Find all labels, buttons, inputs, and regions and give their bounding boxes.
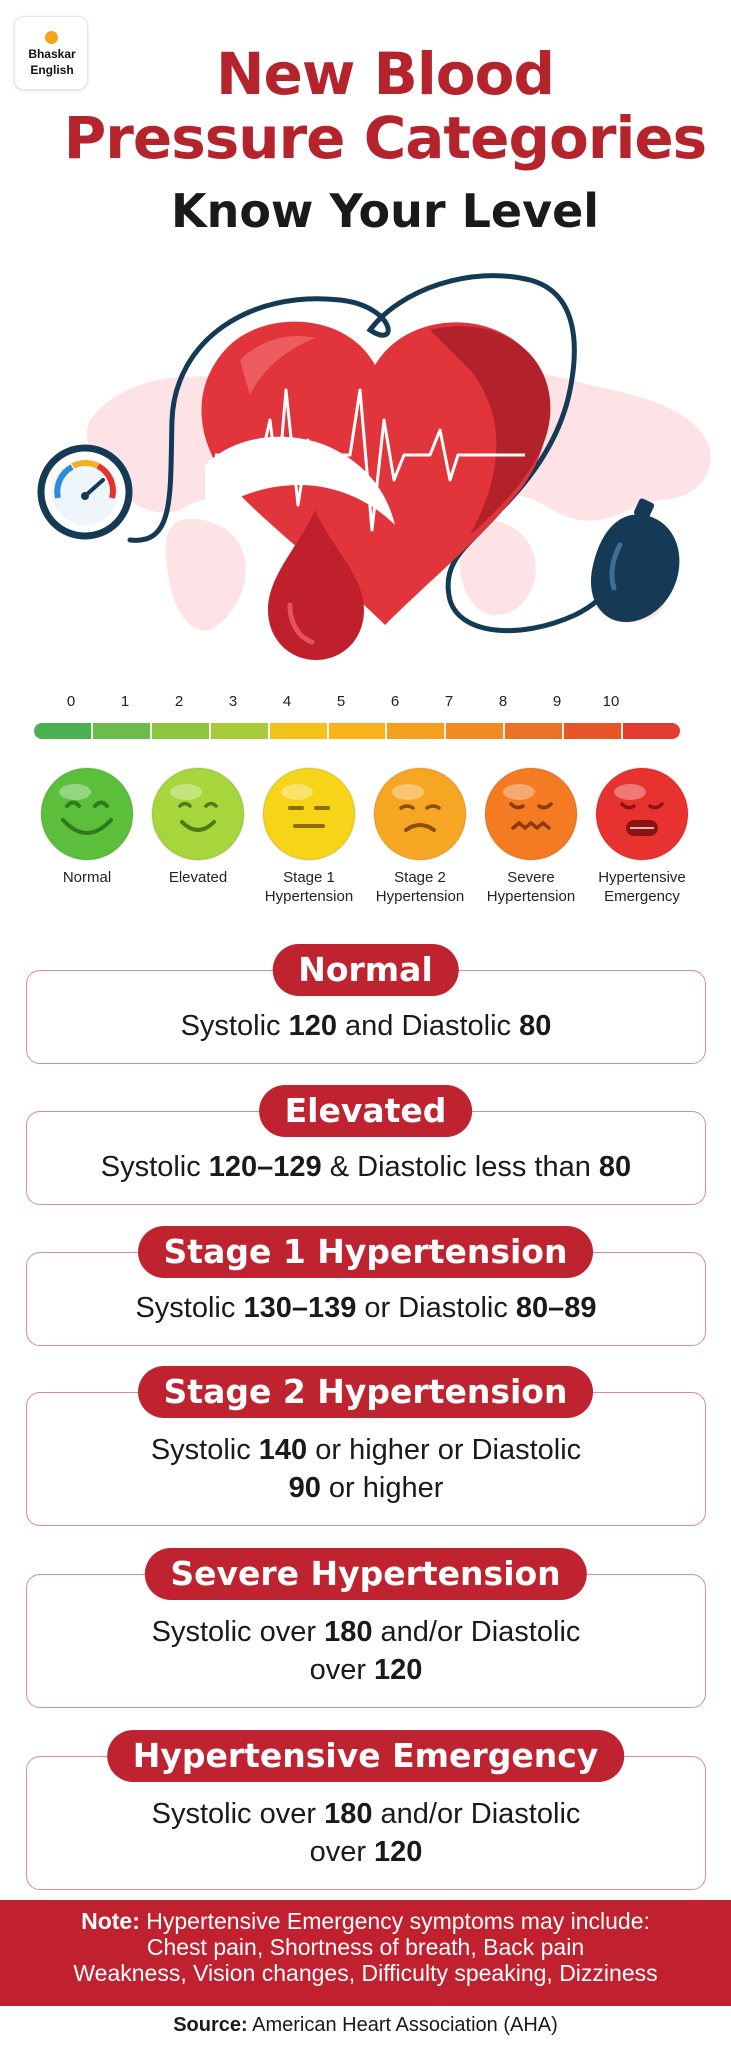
page-title-line2: Pressure Categories	[63, 104, 707, 172]
page-title-line1: New Blood	[216, 40, 554, 108]
scale-tick-6: 6	[390, 693, 400, 710]
page-subtitle: Know Your Level	[170, 184, 600, 238]
happy-face-icon	[39, 766, 135, 862]
desc-fragment: or higher or Diastolic	[307, 1434, 582, 1466]
scale-tick-7: 7	[444, 693, 454, 710]
desc-fragment: or Diastolic	[356, 1292, 516, 1324]
description-line1	[27, 1613, 705, 1651]
scale-segment-9	[564, 723, 623, 739]
face-label-line2: Emergency	[604, 888, 680, 905]
face-label	[585, 868, 699, 906]
source-text: American Heart Association (AHA)	[247, 2014, 558, 2036]
scale-tick-3: 3	[228, 693, 238, 710]
scale-segment-2	[152, 723, 211, 739]
face-label-line1: Severe	[507, 869, 555, 886]
face-stage-2	[363, 766, 477, 906]
description-line1	[27, 1007, 705, 1045]
scale-tick-4: 4	[282, 693, 292, 710]
desc-fragment: 180	[324, 1616, 373, 1648]
desc-fragment: Systolic over	[151, 1616, 325, 1648]
scale-segment-5	[329, 723, 388, 739]
category-title-severe-hypertension: Severe Hypertension	[144, 1548, 586, 1600]
source-credit	[0, 2014, 731, 2037]
risk-scale	[34, 693, 680, 743]
note-banner	[0, 1900, 731, 2006]
scale-segment-4	[270, 723, 329, 739]
face-label-line1: Normal	[62, 869, 112, 886]
face-label-line2: Hypertension	[264, 888, 354, 905]
desc-fragment: Systolic	[135, 1292, 244, 1324]
face-label-line1: Hypertensive	[598, 869, 686, 886]
face-label	[141, 868, 255, 887]
scale-segment-0	[34, 723, 93, 739]
description-line2	[27, 1651, 705, 1689]
note-line1	[0, 1908, 731, 1934]
desc-fragment: or higher	[320, 1472, 444, 1504]
heart-illustration	[0, 270, 731, 690]
face-stage-1	[252, 766, 366, 906]
description-line1	[27, 1148, 705, 1186]
worried-face-icon	[483, 766, 579, 862]
category-title-normal: Normal	[272, 944, 459, 996]
description-line1	[27, 1431, 705, 1469]
desc-fragment: and Diastolic	[336, 1010, 520, 1042]
smile-face-icon	[150, 766, 246, 862]
scale-tick-2: 2	[174, 693, 184, 710]
scale-segment-10	[623, 723, 680, 739]
description-line2	[27, 1833, 705, 1871]
face-label-line2: Hypertension	[486, 888, 576, 905]
logo-text-line1: Bhaskar	[28, 47, 76, 61]
desc-fragment: 120	[288, 1010, 337, 1042]
category-title-elevated: Elevated	[259, 1085, 473, 1137]
logo-text-line2: English	[30, 63, 74, 77]
scale-tick-0: 0	[66, 693, 76, 710]
scale-tick-8: 8	[498, 693, 508, 710]
desc-fragment: 140	[258, 1434, 308, 1466]
desc-fragment: Systolic	[180, 1010, 289, 1042]
desc-fragment: 90	[288, 1472, 321, 1504]
face-hypertensive	[585, 766, 699, 906]
scale-segment-8	[505, 723, 564, 739]
category-title-stage-2-hypertension: Stage 2 Hypertension	[138, 1366, 594, 1418]
face-label-line1: Stage 2	[394, 869, 446, 886]
desc-fragment: 80	[519, 1010, 552, 1042]
description-line2	[27, 1469, 705, 1507]
face-label-line1: Elevated	[168, 869, 228, 886]
scale-segment-1	[93, 723, 152, 739]
desc-fragment: 120	[374, 1654, 423, 1686]
scale-segment-7	[446, 723, 505, 739]
desc-fragment: 120	[374, 1836, 423, 1868]
description-line1	[27, 1795, 705, 1833]
desc-fragment: and/or Diastolic	[372, 1616, 581, 1648]
desc-fragment: and/or Diastolic	[372, 1798, 581, 1830]
neutral-face-icon	[261, 766, 357, 862]
note-line2: Chest pain, Shortness of breath, Back pain	[146, 1934, 585, 1960]
scale-bar	[34, 723, 680, 739]
desc-fragment: 80–89	[515, 1292, 597, 1324]
mood-faces-row	[30, 766, 710, 916]
category-title-hypertensive-emergency: Hypertensive Emergency	[107, 1730, 625, 1782]
face-normal	[30, 766, 144, 887]
category-title-stage-1-hypertension: Stage 1 Hypertension	[138, 1226, 594, 1278]
desc-fragment: 180	[324, 1798, 373, 1830]
distress-face-icon	[594, 766, 690, 862]
face-label	[474, 868, 588, 906]
face-label-line1: Stage 1	[283, 869, 335, 886]
desc-fragment: 130–139	[243, 1292, 357, 1324]
face-label	[252, 868, 366, 906]
desc-fragment: Systolic over	[151, 1798, 325, 1830]
face-label-line2: Hypertension	[375, 888, 465, 905]
desc-fragment: over	[309, 1836, 375, 1868]
desc-fragment: 80	[598, 1151, 632, 1183]
description-line1	[27, 1289, 705, 1327]
note-text1: Hypertensive Emergency symptoms may include:	[139, 1908, 650, 1934]
note-line3: Weakness, Vision changes, Difficulty speaking, Dizziness	[73, 1960, 658, 1986]
scale-segment-6	[387, 723, 446, 739]
face-label	[30, 868, 144, 887]
face-severe	[474, 766, 588, 906]
desc-fragment: Systolic	[150, 1434, 259, 1466]
gauge-icon	[41, 448, 129, 536]
scale-tick-10: 10	[602, 693, 620, 710]
note-label: Note:	[81, 1908, 140, 1934]
desc-fragment: & Diastolic less than	[321, 1151, 599, 1183]
scale-segment-3	[211, 723, 270, 739]
desc-fragment: over	[309, 1654, 375, 1686]
scale-tick-9: 9	[552, 693, 562, 710]
source-label: Source:	[173, 2014, 248, 2036]
desc-fragment: 120–129	[208, 1151, 322, 1183]
scale-tick-1: 1	[120, 693, 130, 710]
face-label	[363, 868, 477, 906]
face-elevated	[141, 766, 255, 887]
scale-tick-5: 5	[336, 693, 346, 710]
sad-face-icon	[372, 766, 468, 862]
desc-fragment: Systolic	[100, 1151, 209, 1183]
